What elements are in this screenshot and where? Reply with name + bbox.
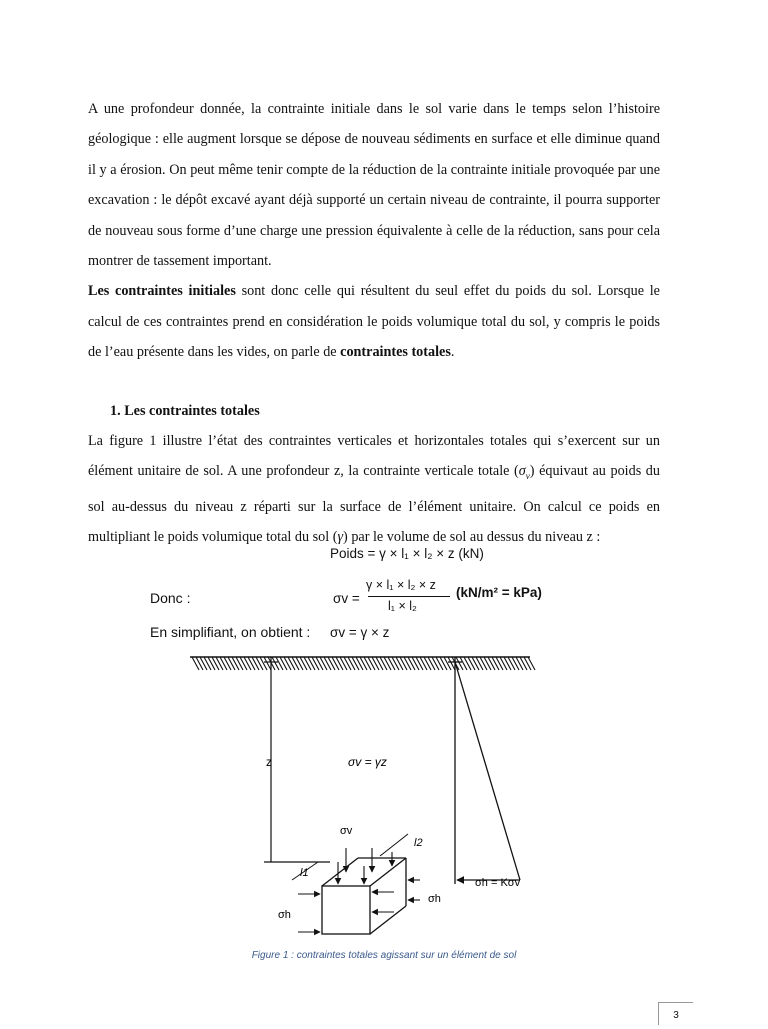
bold-term-total: contraintes totales bbox=[340, 344, 451, 361]
horizontal-stress-arrows bbox=[298, 880, 420, 932]
depth-z-line bbox=[264, 657, 330, 862]
label-z: z bbox=[266, 755, 272, 769]
intro-p2-end: . bbox=[450, 344, 455, 361]
section-text-c: ) par le volume de sol au dessus du niveau z : bbox=[343, 529, 601, 546]
section-heading: 1. Les contraintes totales bbox=[110, 403, 260, 419]
label-sigma-gamma-z: σv = γz bbox=[348, 755, 387, 769]
section-text-b: ) équivaut au poids du sol au-dessus du niveau z réparti sur la surface de l’élément unitaire. On calcul ce poids en multipliant le poids volumique total du sol ( bbox=[88, 463, 660, 546]
intro-p2-text: sont donc celle qui résultent du seul effet du poids du sol. Lorsque le calcul de ces contraintes prend en considération le poids volumique total du sol, y compris le poids de l’eau présente dans les vides, on parle de bbox=[88, 283, 660, 361]
section-text-a: La figure 1 illustre l’état des contraintes verticales et horizontales totales qui s’exercent sur un élément unitaire de sol. A une profondeur z, la contrainte verticale totale ( bbox=[88, 433, 660, 480]
sigma-sub: v bbox=[525, 471, 530, 482]
label-l1: l1 bbox=[300, 867, 309, 879]
formula-donc: Donc : bbox=[150, 590, 191, 606]
formula-units: (kN/m² = kPa) bbox=[456, 585, 542, 600]
formula-fraction-numerator: γ × l₁ × l₂ × z bbox=[366, 578, 436, 592]
l2-dimension bbox=[380, 834, 408, 856]
formula-simplified: σv = γ × z bbox=[330, 625, 390, 640]
label-sigma-h-left: σh bbox=[278, 909, 291, 921]
label-sigma-h-equation: σh = Kσv bbox=[475, 877, 521, 889]
page-number: 3 bbox=[658, 1002, 693, 1025]
gamma-symbol: γ bbox=[337, 529, 344, 546]
ground-surface bbox=[190, 657, 535, 670]
formula-simplifiant: En simplifiant, on obtient : bbox=[150, 624, 311, 640]
label-l2: l2 bbox=[414, 837, 423, 849]
intro-paragraph-1: A une profondeur donnée, la contrainte initiale dans le sol varie dans le temps selon l’histoire géologique : elle augment lorsque se dépose de nouveau sédiments en surface et elle diminue quand il y a érosion. On peut même tenir compte de la réduction de la contrainte initiale provoquée par une excavation : le dépôt excavé ayant déjà supporté un certain niveau de contrainte, il pourra supporter de nouveau sous forme d’une charge une pression équivalente à celle de la réduction, sans pour cela montrer de tassement important. bbox=[88, 101, 660, 270]
label-sigma-v: σv bbox=[340, 825, 353, 837]
figure-caption: Figure 1 : contraintes totales agissant sur un élément de sol bbox=[251, 950, 517, 961]
bold-term-initial: Les contraintes initiales bbox=[88, 283, 236, 300]
horizontal-stress-diagram bbox=[448, 657, 520, 884]
formula-fraction-denominator: l₁ × l₂ bbox=[388, 599, 417, 613]
sigma-char: σ bbox=[518, 463, 526, 480]
label-sigma-h-right: σh bbox=[428, 893, 441, 905]
formula-sigma-lhs: σv = bbox=[333, 591, 360, 606]
formula-poids: Poids = γ × l₁ × l₂ × z (kN) bbox=[330, 546, 484, 561]
